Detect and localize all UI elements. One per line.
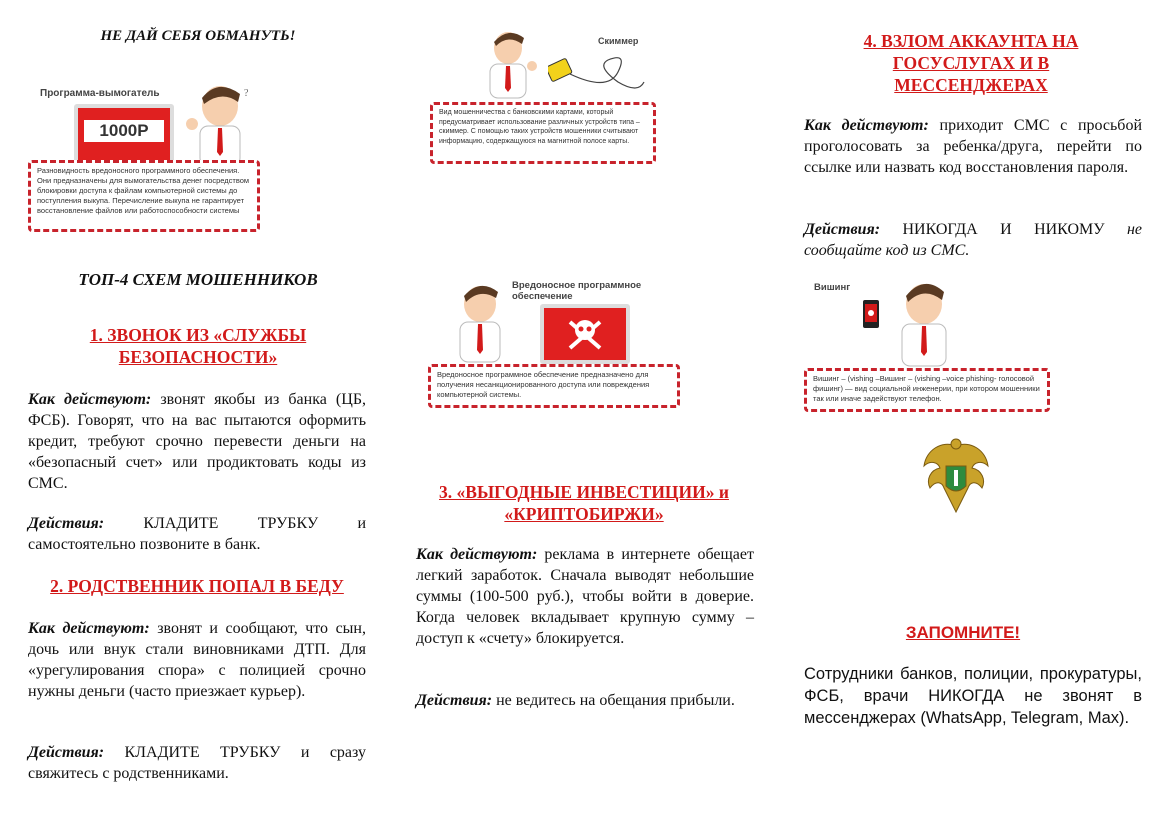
section2-how-text: звонят и сообщают, что сын, дочь или внук стали виновниками ДТП. Для «урегулирования спора» с полицией срочно нужны деньги (часто приезжает курьер).: [28, 620, 366, 700]
section2-action-label: Действия:: [28, 744, 105, 761]
businessman-figure-icon: [468, 30, 548, 100]
section4-action-text: НИКОГДА И НИКОМУ: [880, 221, 1127, 238]
emblem-eagle-icon: [920, 436, 992, 518]
ransomware-card: [28, 160, 260, 232]
section4-heading: 4. ВЗЛОМ АККАУНТА НА ГОСУСЛУГАХ И В МЕССЕНДЖЕРАХ: [863, 31, 1079, 95]
svg-text:?: ?: [244, 88, 249, 99]
section3-how-label: Как действуют:: [416, 546, 538, 563]
section1-how-label: Как действуют:: [28, 391, 152, 408]
section2-action-text: КЛАДИТЕ ТРУБКУ и сразу свяжитесь с родственниками.: [28, 744, 366, 782]
ransomware-description: Разновидность вредоносного программного обеспечения. Они предназначены для вымогательства денег посредством блокировки доступа к файлам компьютерной системы до поступления выкупа. Перечисление выкупа не гарантирует восстановление файлов или работоспособности системы: [37, 166, 250, 215]
section3-action-label: Действия:: [416, 692, 493, 709]
section2-how-label: Как действуют:: [28, 620, 150, 637]
section1-how-text: звонят якобы из банка (ЦБ, ФСБ). Говорят, что на вас пытаются оформить кредит, требуют срочно перевести деньги на «безопасный счет» или продиктовать коды из СМС.: [28, 391, 366, 492]
section3-how: [416, 544, 754, 649]
section2-action: [28, 742, 366, 784]
section2-heading: 2. РОДСТВЕННИК ПОПАЛ В БЕДУ: [50, 576, 344, 596]
businessman-figure-icon: [444, 280, 514, 364]
remember-heading: ЗАПОМНИТЕ!: [905, 623, 1021, 642]
vishing-description: Вишинг – (vishing –Вишинг – (vishing –voice phishing- голосовой фишинг) — вид социальной инженерии, при котором мошенники так или иначе задействуют телефон.: [813, 374, 1040, 403]
skimmer-description: Вид мошенничества с банковскими картами, который предусматривает использование различных устройств типа – скиммер. С помощью таких устройств мошенники считывают информацию, содержащуюся на магнитной полосе карты.: [439, 109, 640, 145]
section1-how: [28, 389, 366, 494]
monitor-icon: [540, 304, 630, 364]
section2-how: [28, 618, 366, 702]
vishing-title: Вишинг: [814, 282, 851, 293]
section4-how-text: приходит СМС с просьбой проголосовать за ребенка/друга, перейти по ссылке или назвать код восстановления пароля.: [804, 117, 1142, 176]
page-title: НЕ ДАЙ СЕБЯ ОБМАНУТЬ!: [100, 28, 296, 44]
section3-action: [416, 690, 754, 711]
skimmer-title: Скиммер: [598, 36, 639, 46]
phone-icon: [860, 298, 884, 332]
section3-heading: 3. «ВЫГОДНЫЕ ИНВЕСТИЦИИ» и «КРИПТОБИРЖИ»: [439, 482, 729, 524]
vishing-card: [804, 368, 1050, 412]
malware-illustration: [428, 276, 684, 410]
section1-heading: 1. ЗВОНОК ИЗ «СЛУЖБЫ БЕЗОПАСНОСТИ»: [89, 325, 307, 367]
section4-how-label: Как действуют:: [804, 117, 929, 134]
skull-icon: [544, 308, 626, 360]
vishing-illustration: [804, 276, 1054, 410]
section4-action-label: Действия:: [804, 221, 881, 238]
businessman-figure-icon: [884, 278, 964, 368]
malware-card: [428, 364, 680, 408]
monitor-icon: [74, 104, 174, 168]
section3-action-text: не ведитесь на обещания прибыли.: [492, 692, 735, 709]
businessman-figure-icon: [178, 82, 258, 167]
section1-action-text: КЛАДИТЕ ТРУБКУ и самостоятельно позвоните в банк.: [28, 515, 366, 553]
ransomware-illustration: [28, 82, 268, 230]
remember-text: Сотрудники банков, полиции, прокуратуры, ФСБ, врачи НИКОГДА не звонят в мессенджерах (WhatsApp, Telegram, Max).: [804, 665, 1142, 727]
ransomware-title: Программа-вымогатель: [40, 88, 160, 99]
skimmer-card: [430, 102, 656, 164]
section4-action: [804, 219, 1142, 261]
malware-description: Вредоносное программное обеспечение предназначено для получения несанкционированного доступа или повреждения компьютерной системы.: [437, 370, 650, 399]
malware-title: Вредоносное программное обеспечение: [512, 280, 642, 302]
ransom-amount: 1000Р: [84, 120, 164, 142]
skimmer-illustration: [430, 28, 656, 164]
section3-how-text: реклама в интернете обещает легкий заработок. Сначала выводят небольшие суммы (100-500 руб.), чтобы войти в доверие. Когда человек вкладывает крупную сумму – доступ к «счету» блокируется.: [416, 546, 755, 647]
section1-action: [28, 513, 366, 555]
section1-action-label: Действия:: [28, 515, 105, 532]
section4-how: [804, 115, 1142, 178]
schemes-title: ТОП-4 СХЕМ МОШЕННИКОВ: [78, 270, 318, 289]
section4-action-text-italic: не сообщайте код из СМС.: [804, 221, 1142, 259]
card-icon: [548, 52, 648, 96]
